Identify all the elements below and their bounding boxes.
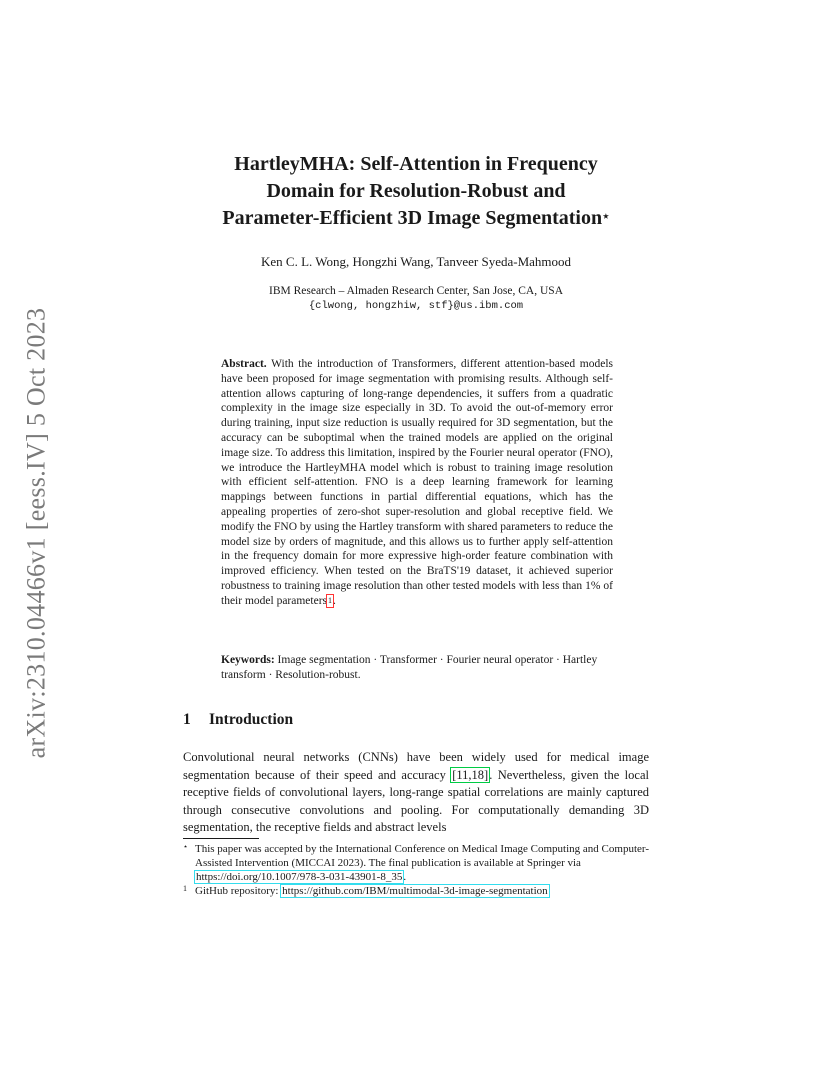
abstract-end: . bbox=[333, 594, 336, 607]
author-emails: {clwong, hongzhiw, stf}@us.ibm.com bbox=[308, 300, 524, 312]
footnote-one-mark: 1 bbox=[183, 884, 187, 893]
footnote-star bbox=[183, 842, 649, 884]
title-line-2: Domain for Resolution-Robust and bbox=[266, 180, 566, 202]
keywords bbox=[221, 653, 613, 683]
footnote-one bbox=[183, 884, 649, 898]
footnote-star-end: . bbox=[403, 871, 407, 883]
abstract-heading: Abstract. bbox=[221, 358, 267, 370]
intro-text-part2: . Nevertheless, given the local receptive fields of convolutional layers, long-range spatial correlations are mainly captured through consecutive convolutions and pooling. For computationally demanding 3D segmentation, the receptive fields and abstract levels bbox=[183, 767, 649, 834]
footnote-star-text: This paper was accepted by the International Conference on Medical Image Computing and Computer-Assisted Intervention (MICCAI 2023). The final publication is available at Springer via bbox=[195, 843, 649, 869]
footnote-one-text: GitHub repository: bbox=[195, 885, 282, 897]
abstract-footnote-number[interactable]: 1 bbox=[328, 595, 333, 605]
affiliation-text: IBM Research – Almaden Research Center, San Jose, CA, USA bbox=[268, 285, 563, 297]
title-line-3 bbox=[150, 205, 682, 232]
author-list: Ken C. L. Wong, Hongzhi Wang, Tanveer Syeda-Mahmood bbox=[260, 254, 572, 269]
doi-link[interactable]: https://doi.org/10.1007/978-3-031-43901-8_35 bbox=[196, 871, 403, 883]
keywords-text: Image segmentation · Transformer · Fourier neural operator · Hartley transform · Resolution-robust. bbox=[221, 654, 598, 681]
abstract bbox=[221, 357, 613, 609]
section-number: 1 bbox=[183, 711, 191, 728]
footnote-rule bbox=[183, 838, 259, 839]
github-link[interactable]: https://github.com/IBM/multimodal-3d-image-segmentation bbox=[282, 885, 548, 897]
keywords-heading: Keywords: bbox=[221, 654, 275, 666]
arxiv-identifier-stamp[interactable] bbox=[18, 298, 54, 768]
title-line-3-text: Parameter-Efficient 3D Image Segmentation bbox=[222, 207, 603, 229]
title-line-1: HartleyMHA: Self-Attention in Frequency bbox=[234, 153, 598, 175]
paper-title bbox=[150, 151, 682, 232]
title-footnote-mark[interactable]: ⋆ bbox=[602, 209, 610, 223]
citation-link[interactable]: [11,18] bbox=[452, 767, 489, 782]
affiliation-block bbox=[150, 284, 682, 314]
intro-text-part1: Convolutional neural networks (CNNs) have been widely used for medical image segmentation because of their speed and accuracy bbox=[183, 750, 649, 782]
abstract-text: With the introduction of Transformers, different attention-based models have been proposed for image segmentation with promising results. Although self-attention allows capturing of long-range dependencies, it suffers from a quadratic complexity in the image size especially in 3D. To avoid the out-of-memory error during training, input size reduction is usually required for 3D segmentation, but the accuracy can be suboptimal when the trained models are applied on the original image size. To address this limitation, inspired by the Fourier neural operator (FNO), we introduce the HartleyMHA model which is robust to training image resolution with efficient self-attention. FNO is a deep learning framework for learning mappings between functions in partial differential equations, which has the appealing properties of zero-shot super-resolution and global receptive field. We modify the FNO by using the Hartley transform with shared parameters to reduce the model size by orders of magnitude, and this allows us to further apply self-attention in the frequency domain for more expressive high-order feature combination with improved efficiency. When tested on the BraTS'19 dataset, it achieved superior robustness to training image resolution than other tested models with less than 1% of their model parameters bbox=[221, 358, 613, 607]
introduction-paragraph bbox=[183, 749, 649, 837]
arxiv-identifier-text[interactable]: arXiv:2310.04466v1 [eess.IV] 5 Oct 2023 bbox=[21, 307, 51, 759]
footnotes bbox=[183, 842, 649, 898]
footnote-star-mark: ⋆ bbox=[183, 842, 189, 851]
section-heading-introduction bbox=[183, 711, 643, 729]
section-title-text: Introduction bbox=[209, 711, 294, 728]
